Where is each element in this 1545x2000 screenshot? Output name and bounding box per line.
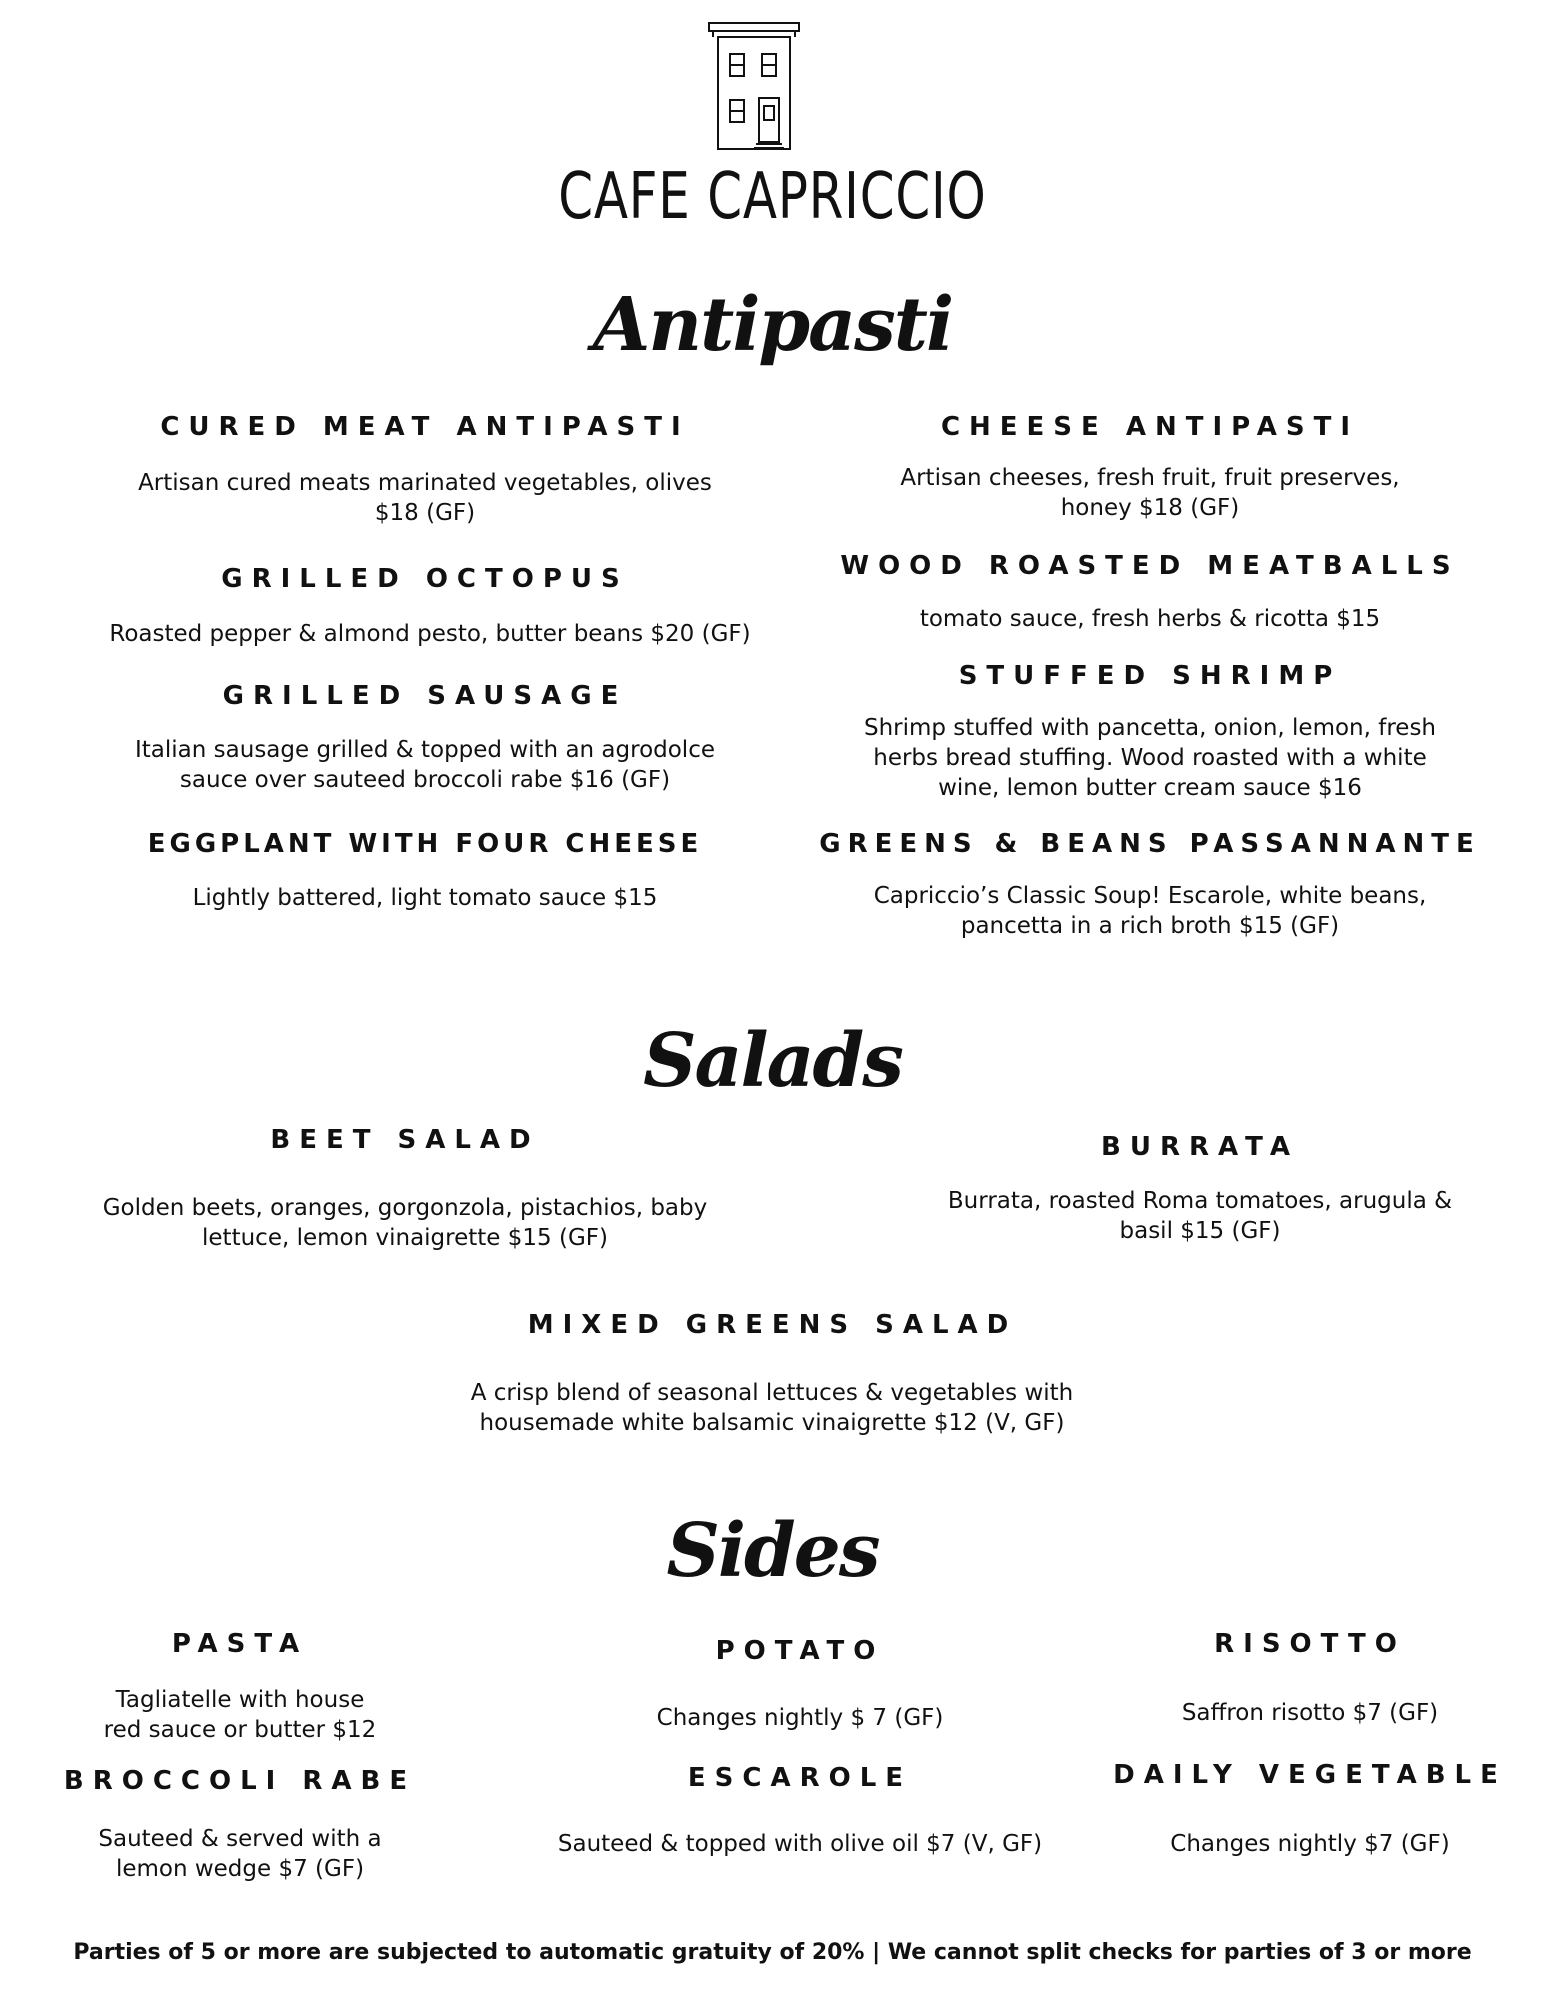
item-title-cured-meat-antipasti: CURED MEAT ANTIPASTI: [160, 412, 690, 442]
item-desc-grilled-sausage: Italian sausage grilled & topped with an agrodolce sauce over sauteed broccoli rabe $16 (GF): [135, 737, 715, 793]
item-desc-daily-vegetable: Changes nightly $7 (GF): [1170, 1831, 1450, 1857]
item-title-grilled-octopus: GRILLED OCTOPUS: [221, 564, 629, 594]
item-desc-grilled-octopus: Roasted pepper & almond pesto, butter beans $20 (GF): [109, 621, 751, 647]
item-desc-escarole: Sauteed & topped with olive oil $7 (V, GF): [557, 1831, 1043, 1857]
item-desc-eggplant-with-four-cheese: Lightly battered, light tomato sauce $15: [192, 885, 658, 911]
item-title-grilled-sausage: GRILLED SAUSAGE: [222, 681, 628, 711]
item-title-pasta: PASTA: [171, 1629, 309, 1659]
section-title-salads: Salads: [643, 1018, 902, 1104]
item-title-wood-roasted-meatballs: WOOD ROASTED MEATBALLS: [840, 551, 1460, 581]
section-title-antipasti: Antipasti: [592, 282, 953, 368]
item-title-daily-vegetable: DAILY VEGETABLE: [1113, 1760, 1507, 1790]
item-desc-risotto: Saffron risotto $7 (GF): [1181, 1700, 1439, 1726]
section-title-sides: Sides: [666, 1508, 879, 1594]
item-desc-greens-and-beans-passannante: Capriccio’s Classic Soup! Escarole, white beans, pancetta in a rich broth $15 (GF): [873, 883, 1427, 939]
item-desc-cured-meat-antipasti: Artisan cured meats marinated vegetables, olives $18 (GF): [138, 470, 712, 526]
item-desc-stuffed-shrimp: Shrimp stuffed with pancetta, onion, lemon, fresh herbs bread stuffing. Wood roasted with a white wine, lemon butter cream sauce $16: [863, 715, 1437, 801]
item-desc-potato: Changes nightly $ 7 (GF): [656, 1705, 944, 1731]
item-title-stuffed-shrimp: STUFFED SHRIMP: [958, 661, 1342, 691]
item-desc-pasta: Tagliatelle with house red sauce or butter $12: [103, 1687, 377, 1743]
item-desc-broccoli-rabe: Sauteed & served with a lemon wedge $7 (GF): [98, 1826, 382, 1882]
item-desc-mixed-greens-salad: A crisp blend of seasonal lettuces & vegetables with housemade white balsamic vinaigrette $12 (V, GF): [470, 1380, 1074, 1436]
brand-name: CAFE CAPRICCIO: [558, 160, 987, 234]
item-title-beet-salad: BEET SALAD: [270, 1125, 540, 1155]
item-title-greens-and-beans-passannante: GREENS & BEANS PASSANNANTE: [819, 829, 1481, 859]
item-title-potato: POTATO: [715, 1636, 885, 1666]
townhouse-icon: [708, 22, 800, 157]
item-title-burrata: BURRATA: [1101, 1132, 1299, 1162]
item-title-escarole: ESCAROLE: [687, 1763, 913, 1793]
item-title-eggplant-with-four-cheese: EGGPLANT WITH FOUR CHEESE: [147, 829, 703, 859]
item-title-mixed-greens-salad: MIXED GREENS SALAD: [527, 1310, 1018, 1340]
item-title-cheese-antipasti: CHEESE ANTIPASTI: [940, 412, 1360, 442]
item-desc-beet-salad: Golden beets, oranges, gorgonzola, pistachios, baby lettuce, lemon vinaigrette $15 (GF): [102, 1195, 708, 1251]
gratuity-policy-note: Parties of 5 or more are subjected to automatic gratuity of 20% | We cannot split checks for parties of 3 or more: [73, 1940, 1472, 1965]
item-title-risotto: RISOTTO: [1214, 1629, 1406, 1659]
item-desc-cheese-antipasti: Artisan cheeses, fresh fruit, fruit preserves, honey $18 (GF): [900, 465, 1400, 521]
item-desc-burrata: Burrata, roasted Roma tomatoes, arugula & basil $15 (GF): [947, 1188, 1453, 1244]
item-desc-wood-roasted-meatballs: tomato sauce, fresh herbs & ricotta $15: [919, 606, 1381, 632]
item-title-broccoli-rabe: BROCCOLI RABE: [63, 1766, 417, 1796]
